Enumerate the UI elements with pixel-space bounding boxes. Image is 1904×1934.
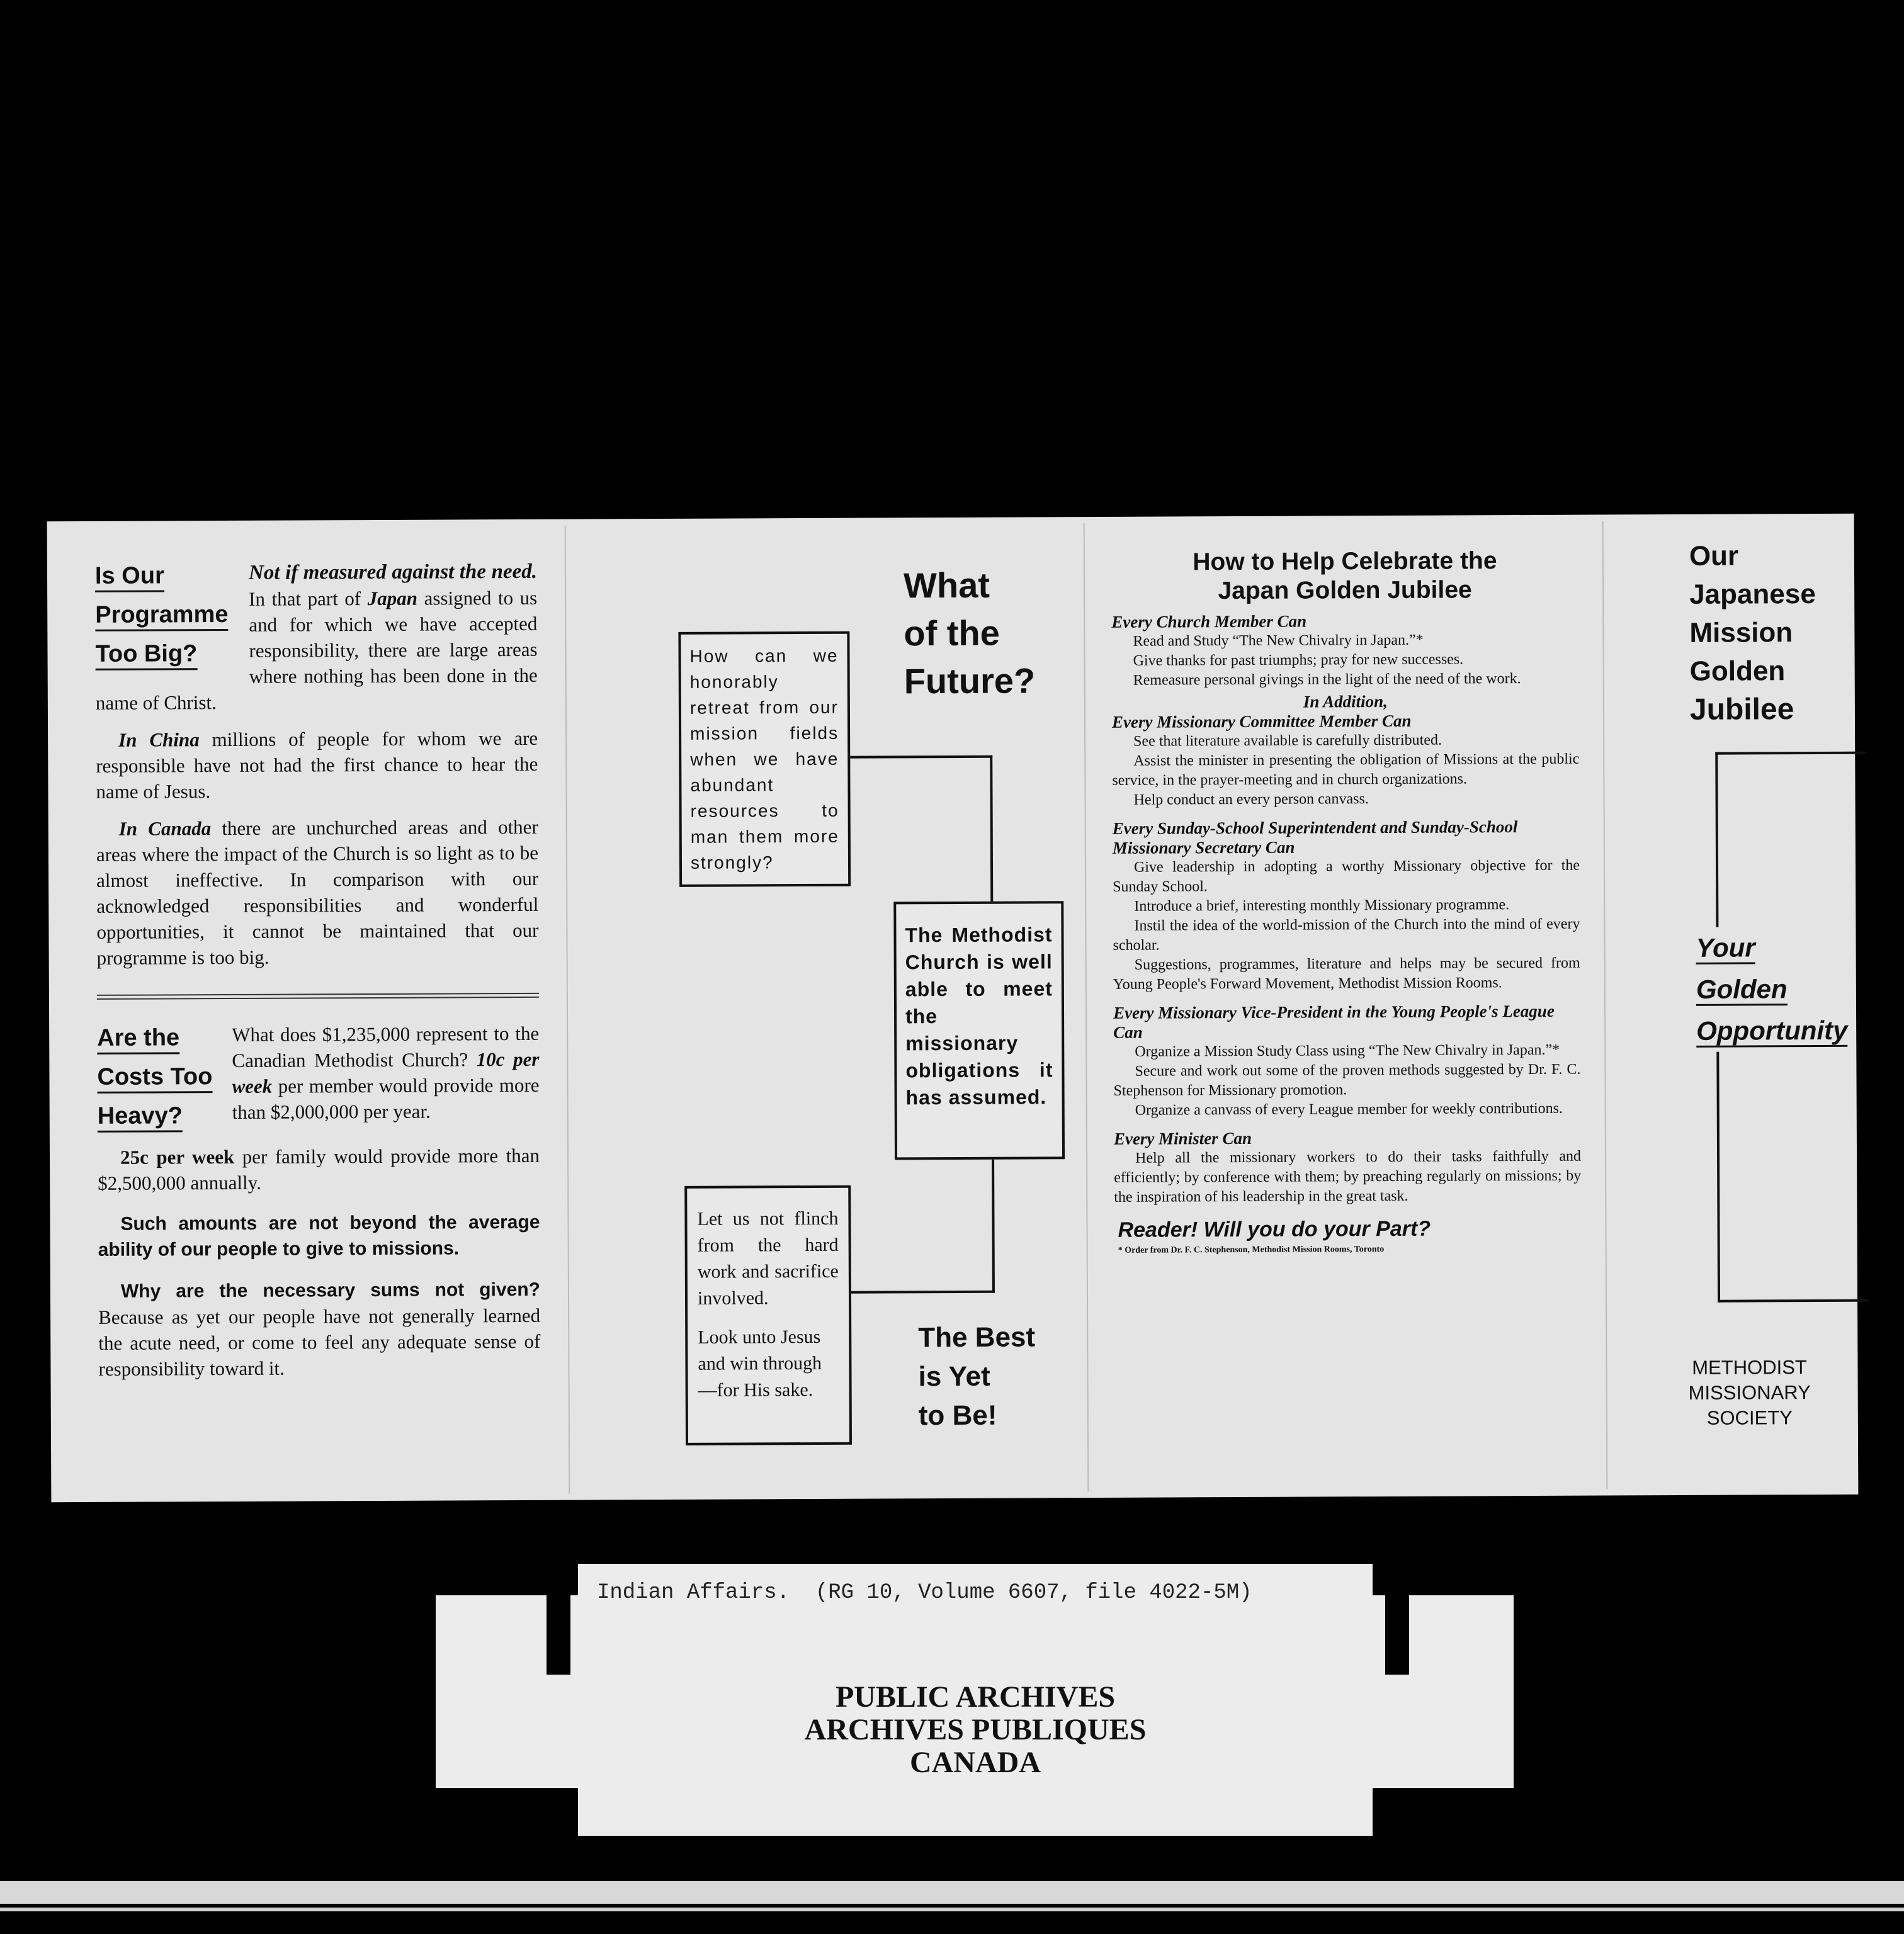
label-notch: [547, 1595, 570, 1675]
brochure-sheet: [47, 514, 1859, 1503]
panel-programme-costs: [47, 519, 568, 1503]
double-rule-divider: [97, 993, 539, 1000]
connector-line: [850, 1291, 995, 1294]
canada-paragraph: In Canada there are unchurched areas and other areas where the impact of the Church is so light as to be almost ineffective. In comparison with our acknowledged responsibilities and wonderful opportunities, it cannot be maintained that our programme is too big.: [96, 815, 539, 969]
panel-cover: [1604, 514, 1859, 1496]
future-title: What of the Future?: [903, 565, 1036, 701]
group-minister: Every Minister Can: [1113, 1128, 1252, 1148]
film-edge-line: [0, 1908, 1904, 1911]
connector-line: [990, 755, 993, 902]
amounts-paragraph: Such amounts are not beyond the average ability of our people to give to missions.: [98, 1211, 540, 1260]
film-edge-strip: [0, 1881, 1904, 1904]
section-programme-too-big: [95, 558, 539, 971]
in-addition-label: In Addition,: [1303, 691, 1388, 711]
china-paragraph: In China millions of people for whom we are responsible have not had the first chance to hear the name of Jesus.: [96, 727, 538, 803]
intro-paragraph: Not if measured against the need. In that part of Japan assigned to us and for which we have accepted responsibility, there are large areas where nothing has been done in the name of Christ.: [95, 560, 538, 714]
panel-future: [566, 517, 1087, 1500]
footnote: * Order from Dr. F. C. Stephenson, Methodist Mission Rooms, Toronto: [1118, 1245, 1385, 1255]
box-flinch: Let us not flinch from the hard work and sacrifice involved. Look unto Jesus and win through —for His sake.: [684, 1185, 852, 1445]
best-yet-to-be: The Best is Yet to Be!: [918, 1321, 1036, 1432]
archive-reference: Indian Affairs. (RG 10, Volume 6607, file 4022-5M): [597, 1581, 1252, 1605]
costs-paragraph: What does $1,235,000 represent to the Canadian Methodist Church? 10c per week per member would provide more than $2,000,000 per year.: [232, 1022, 540, 1123]
society-name: METHODIST MISSIONARY SOCIETY: [1688, 1356, 1811, 1429]
family-paragraph: 25c per week per family would provide more than $2,500,000 annually.: [98, 1144, 540, 1194]
why-paragraph: Why are the necessary sums not given? Because as yet our people have not generally learned the acute need, or come to feel any adequate sense of responsibility toward it.: [98, 1279, 541, 1380]
golden-opportunity: Your Golden Opportunity: [1693, 927, 1850, 1052]
box-church-able: The Methodist Church is well able to meet the missionary obligations it has assumed.: [893, 901, 1065, 1160]
cover-title: Our Japanese Mission Golden Jubilee: [1689, 540, 1816, 727]
label-notch: [1385, 1595, 1409, 1675]
panel-how-to-help: How to Help Celebrate the Japan Golden Jubilee Every Church Member Can Read and Study “The New Chivalry in Japan.”* Give thanks for past triumphs; pray for new successes. Remeasure personal givings in the light of the need of the work. In Addition, Every Missionary Committee Member Can See that literature available is carefully distributed. Assist the minister in presenting the obligation of Missions at the public service, in the prayer-meeting and in church organizations. Help conduct an every person canvass. Every Sunday-School Superintendent and Sunday-School Missionary Secretary Can Give leadership in adopting a worthy Missionary objective for the Sunday School. Introduce a brief, interesting monthly Missionary programme. Instil the idea of the world-mission of the Church into the mind of every scholar. Suggestions, programmes, literature and helps may be secured from Young People's Forward Movement, Methodist Mission Rooms. Every Missionary Vice-President in the Young People's League Can Organize a Mission Study Class using “The New Chivalry in Japan.”* Secure and work out some of the proven methods suggested by Dr. F. C. Stephenson for Missionary promotion. Organize a canvass of every League member for weekly contributions. Every Minister Can Help all the missionary workers to do their tasks faithfully and efficiently; by conference with them; by preaching regularly on missions; by the inspiration of his leadership in the great task. Reader! Will you do your Part? * Order from Dr. F. C. Stephenson, Methodist Mission Rooms, Toronto: [1111, 547, 1582, 1255]
group-sunday-school: Every Sunday-School Superintendent and Sunday-School Missionary Secretary Can: [1112, 817, 1518, 857]
box-retreat-question: How can we honorably retreat from our mission fields when we have abundant resources to man them more strongly?: [678, 631, 851, 887]
heading-programme-too-big: Is Our Programme Too Big?: [95, 556, 249, 674]
heading-costs-too-heavy: Are the Costs Too Heavy?: [97, 1018, 232, 1136]
connector-line: [850, 755, 992, 759]
section-costs-too-heavy: [97, 1021, 540, 1382]
connector-line: [992, 1160, 995, 1293]
group-church-member: Every Church Member Can: [1111, 611, 1307, 631]
group-committee-member: Every Missionary Committee Member Can: [1111, 711, 1412, 732]
reader-call: Reader! Will you do your Part?: [1118, 1216, 1431, 1242]
archive-name: PUBLIC ARCHIVES ARCHIVES PUBLIQUES CANADA: [804, 1680, 1147, 1779]
group-vice-president: Every Missionary Vice-President in the Young People's League Can: [1113, 1001, 1555, 1042]
